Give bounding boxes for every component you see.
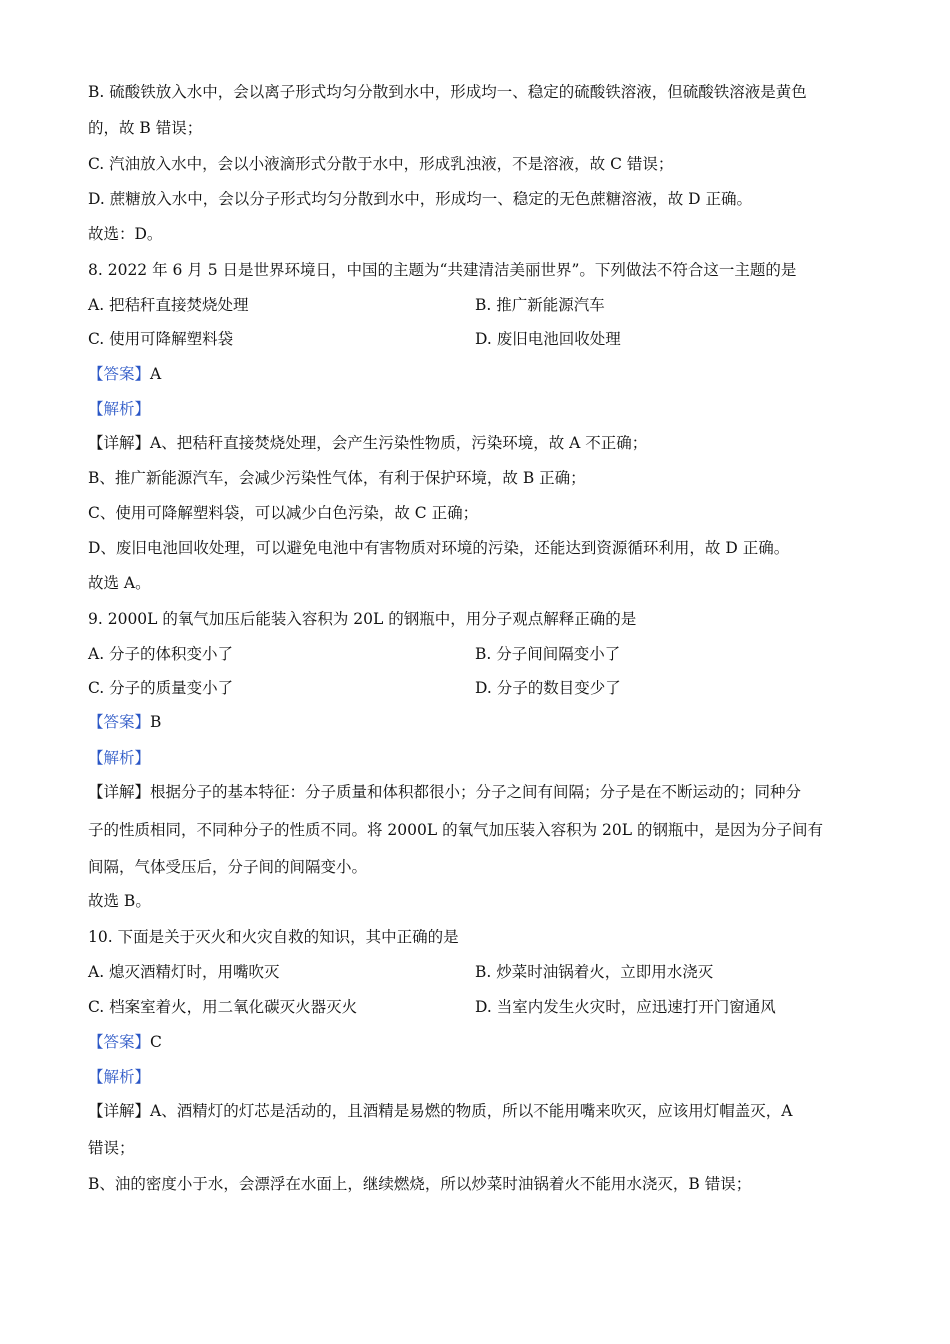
- q7-option-b-explanation-line-1: B. 硫酸铁放入水中，会以离子形式均匀分散到水中，形成均一、稳定的硫酸铁溶液，但硫酸铁溶液是黄色: [88, 83, 807, 101]
- q9-detail-line-1: [88, 782, 801, 802]
- q8-option-c: C. 使用可降解塑料袋: [88, 330, 234, 348]
- analysis-tag: 【解析】: [88, 400, 151, 418]
- q8-answer: [88, 364, 161, 384]
- q8-option-a: A. 把秸秆直接焚烧处理: [88, 296, 249, 314]
- q9-option-a: A. 分子的体积变小了: [88, 645, 234, 663]
- q8-analysis: [88, 399, 150, 419]
- detail-text: 根据分子的基本特征：分子质量和体积都很小；分子之间有间隔；分子是在不断运动的；同种分: [150, 783, 802, 801]
- q10-answer: [88, 1032, 162, 1052]
- q7-option-c-explanation: C. 汽油放入水中，会以小液滴形式分散于水中，形成乳浊液，不是溶液，故 C 错误；: [88, 155, 674, 173]
- analysis-tag: 【解析】: [88, 749, 151, 767]
- detail-tag: 【详解】: [88, 434, 151, 452]
- q7-choice: 故选：D。: [88, 225, 163, 243]
- detail-tag: 【详解】: [88, 783, 151, 801]
- q9-option-d: D. 分子的数目变少了: [475, 679, 621, 697]
- q8-detail-line-4: D、废旧电池回收处理，可以避免电池中有害物质对环境的污染，还能达到资源循环利用，故 D 正确。: [88, 539, 790, 557]
- q9-analysis: [88, 748, 150, 768]
- q8-detail-line-3: C、使用可降解塑料袋，可以减少白色污染，故 C 正确；: [88, 504, 479, 522]
- q10-option-a: A. 熄灭酒精灯时，用嘴吹灭: [88, 963, 280, 981]
- q7-option-b-explanation-line-2: 的，故 B 错误；: [88, 119, 203, 137]
- q10-option-b: B. 炒菜时油锅着火，立即用水浇灭: [475, 963, 714, 981]
- q9-answer: [88, 712, 161, 732]
- analysis-tag: 【解析】: [88, 1068, 151, 1086]
- q8-option-d: D. 废旧电池回收处理: [475, 330, 621, 348]
- q8-stem: 8. 2022 年 6 月 5 日是世界环境日，中国的主题为“共建清洁美丽世界”。下列做法不符合这一主题的是: [88, 261, 797, 279]
- q10-analysis: [88, 1067, 150, 1087]
- q9-stem: 9. 2000L 的氧气加压后能装入容积为 20L 的钢瓶中，用分子观点解释正确的是: [88, 610, 637, 628]
- q10-option-d: D. 当室内发生火灾时，应迅速打开门窗通风: [475, 998, 776, 1016]
- q8-choice: 故选 A。: [88, 574, 151, 592]
- q10-detail-line-3: B、油的密度小于水，会漂浮在水面上，继续燃烧，所以炒菜时油锅着火不能用水浇灭，B 错误；: [88, 1175, 752, 1193]
- q9-option-b: B. 分子间间隔变小了: [475, 645, 621, 663]
- q7-option-d-explanation: D. 蔗糖放入水中，会以分子形式均匀分散到水中，形成均一、稳定的无色蔗糖溶液，故 D 正确。: [88, 190, 753, 208]
- q10-detail-line-2: 错误；: [88, 1139, 135, 1157]
- answer-tag: 【答案】: [88, 1033, 151, 1051]
- q8-detail-line-2: B、推广新能源汽车，会减少污染性气体，有利于保护环境，故 B 正确；: [88, 469, 586, 487]
- q8-option-b: B. 推广新能源汽车: [475, 296, 605, 314]
- answer-tag: 【答案】: [88, 365, 151, 383]
- answer-value: A: [150, 365, 162, 383]
- detail-text: A、把秸秆直接焚烧处理，会产生污染性物质，污染环境，故 A 不正确；: [150, 434, 648, 452]
- q10-stem: 10. 下面是关于灭火和火灾自救的知识，其中正确的是: [88, 928, 459, 946]
- q9-detail-line-3: 间隔，气体受压后，分子间的间隔变小。: [88, 858, 368, 876]
- q10-detail-line-1: [88, 1101, 792, 1121]
- detail-tag: 【详解】: [88, 1102, 151, 1120]
- answer-value: B: [150, 713, 162, 731]
- q9-option-c: C. 分子的质量变小了: [88, 679, 234, 697]
- q9-detail-line-2: 子的性质相同，不同种分子的性质不同。将 2000L 的氧气加压装入容积为 20L 的钢瓶中，是因为分子间有: [88, 821, 823, 839]
- q10-option-c: C. 档案室着火，用二氧化碳灭火器灭火: [88, 998, 358, 1016]
- q9-choice: 故选 B。: [88, 892, 151, 910]
- answer-value: C: [150, 1033, 162, 1051]
- q8-detail-line-1: [88, 433, 647, 453]
- detail-text: A、酒精灯的灯芯是活动的，且酒精是易燃的物质，所以不能用嘴来吹灭，应该用灯帽盖灭，A: [150, 1102, 793, 1120]
- answer-tag: 【答案】: [88, 713, 151, 731]
